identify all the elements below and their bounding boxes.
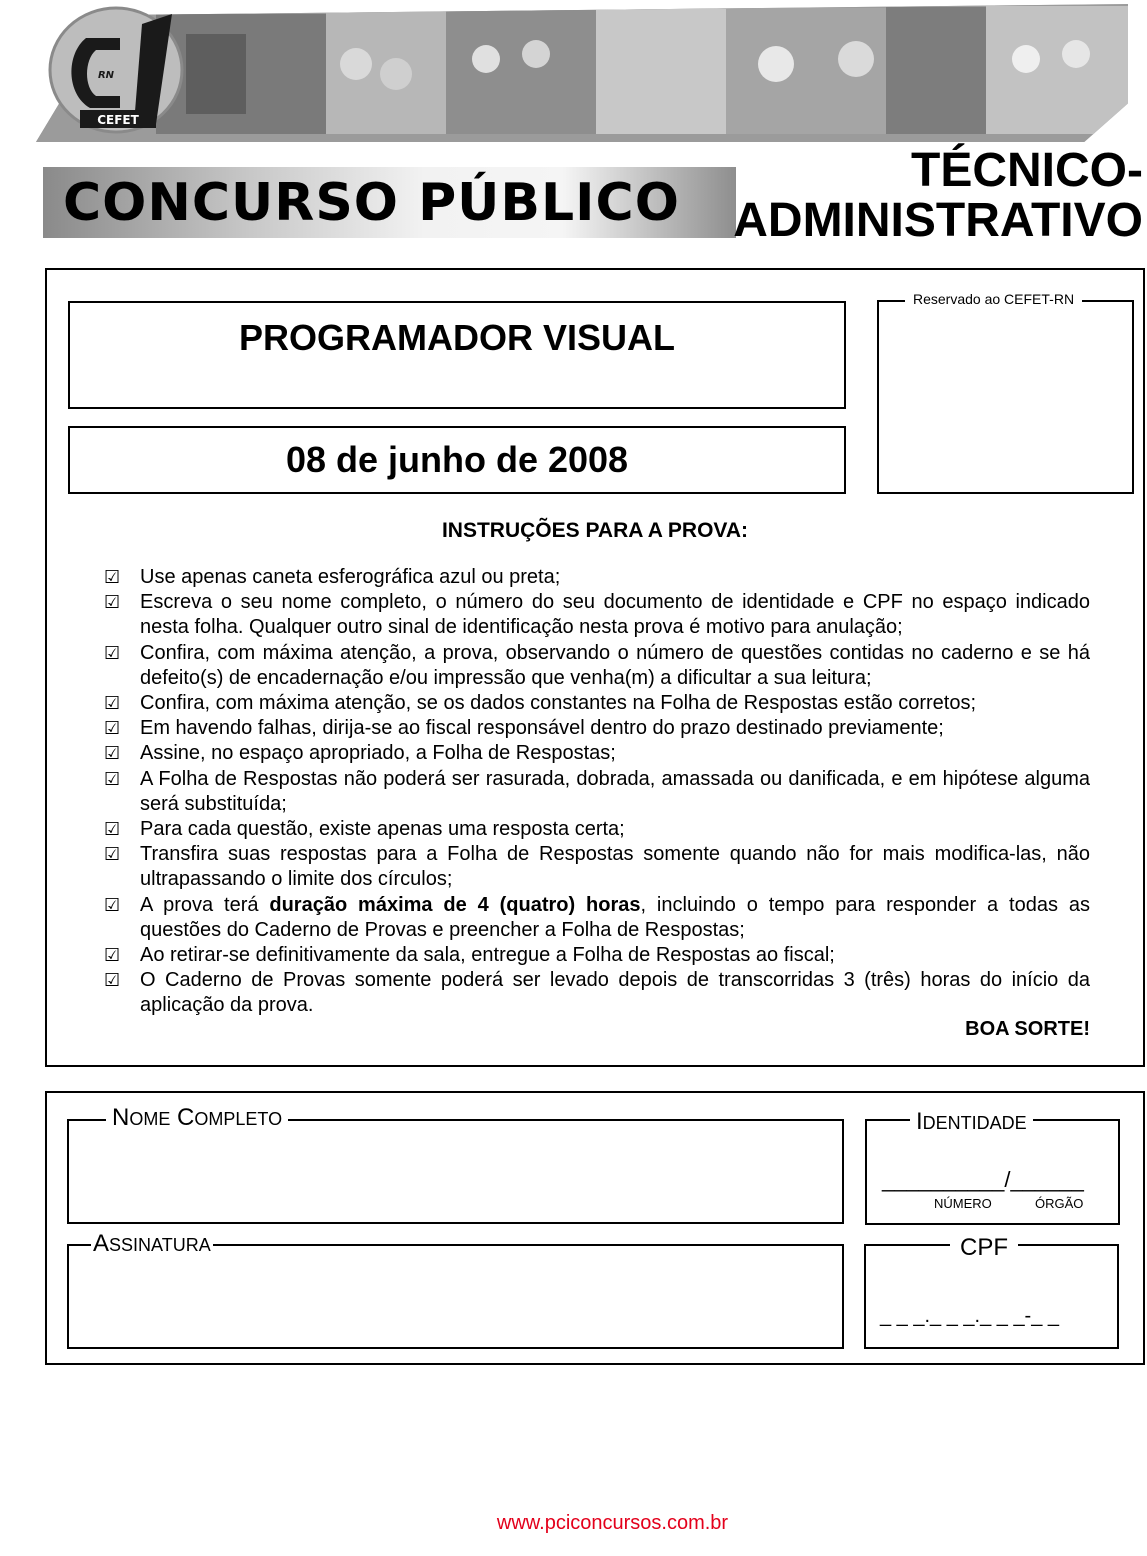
cefet-logo <box>46 4 196 138</box>
checkbox-icon: ☑ <box>104 894 121 916</box>
checkbox-icon: ☑ <box>104 768 121 790</box>
list-item: ☑ Confira, com máxima atenção, a prova, observando o número de questões contidas no caderno e se há defeito(s) de encadernação e/ou impressão que venha(m) a dificultar a sua leitura; <box>104 641 1090 689</box>
checkbox-icon: ☑ <box>104 693 121 715</box>
header-banner <box>36 4 1128 142</box>
tecnico-line-2: ADMINISTRATIVO <box>733 194 1143 247</box>
identidade-label: IDENTIDADE <box>910 1108 1033 1137</box>
list-item: ☑ Use apenas caneta esferográfica azul ou preta; <box>104 565 1090 590</box>
checkbox-icon: ☑ <box>104 743 121 765</box>
tecnico-administrativo-heading <box>733 146 1143 246</box>
checkbox-icon: ☑ <box>104 567 121 588</box>
concurso-publico-text: CONCURSO PÚBLICO <box>63 172 680 233</box>
checkbox-icon: ☑ <box>104 970 121 992</box>
duration-emphasis: duração máxima de 4 (quatro) horas <box>269 893 641 916</box>
cpf-number-line: _ _ _._ _ _._ _ _-_ _ <box>880 1305 1060 1327</box>
tecnico-line-1: TÉCNICO- <box>911 144 1143 197</box>
checkbox-icon: ☑ <box>104 718 121 740</box>
checkbox-icon: ☑ <box>104 819 121 841</box>
assinatura-label: ASSINATURA <box>93 1230 211 1257</box>
identidade-number-line: __________/______ <box>882 1167 1084 1192</box>
concurso-publico-heading <box>43 167 736 238</box>
svg-text:CEFET: CEFET <box>97 113 139 127</box>
list-item: ☑ O Caderno de Provas somente poderá ser levado depois de transcorridas 3 (três) horas do início da aplicação da prova. <box>104 969 1090 1017</box>
checkbox-icon: ☑ <box>104 642 121 664</box>
svg-text:RN: RN <box>97 70 115 81</box>
assinatura-field[interactable] <box>67 1244 844 1349</box>
nome-completo-label: NOME COMPLETO <box>106 1104 288 1133</box>
reserved-box <box>877 291 1134 494</box>
list-item: ☑ Ao retirar-se definitivamente da sala, entregue a Folha de Respostas ao fiscal; <box>104 943 1090 968</box>
orgao-label: ÓRGÃO <box>1035 1196 1084 1211</box>
banner-photo-collage <box>36 4 1128 142</box>
reserved-label: Reservado ao CEFET-RN <box>905 291 1082 307</box>
list-item: ☑ Em havendo falhas, dirija-se ao fiscal responsável dentro do prazo destinado previamente; <box>104 716 1090 741</box>
list-item: ☑ Confira, com máxima atenção, se os dados constantes na Folha de Respostas estão corretos; <box>104 691 1090 716</box>
exam-date: 08 de junho de 2008 <box>285 439 629 480</box>
boa-sorte: BOA SORTE! <box>965 1018 1090 1040</box>
list-item: ☑ A Folha de Respostas não poderá ser rasurada, dobrada, amassada ou danificada, e em hipótese alguma será substituída; <box>104 767 1090 815</box>
footer-url[interactable]: www.pciconcursos.com.br <box>496 1512 729 1534</box>
list-item: ☑ A prova terá duração máxima de 4 (quatro) horas, incluindo o tempo para responder a todas as questões do Caderno de Provas e preencher a Folha de Respostas; <box>104 893 1090 941</box>
cpf-label: CPF <box>950 1234 1018 1262</box>
list-item: ☑ Escreva o seu nome completo, o número do seu documento de identidade e CPF no espaço indicado nesta folha. Qualquer outro sinal de identificação nesta prova é motivo para anulação; <box>104 591 1090 639</box>
instructions-list <box>104 565 1090 1019</box>
list-item: ☑ Para cada questão, existe apenas uma resposta certa; <box>104 817 1090 842</box>
list-item: ☑ Transfira suas respostas para a Folha de Respostas somente quando não for mais modifica-las, não ultrapassando o limite dos círculos; <box>104 843 1090 891</box>
cargo-title: PROGRAMADOR VISUAL <box>238 317 675 358</box>
list-item: ☑ Assine, no espaço apropriado, a Folha de Respostas; <box>104 741 1090 766</box>
checkbox-icon: ☑ <box>104 945 121 967</box>
banner-photo <box>36 4 1128 142</box>
checkbox-icon: ☑ <box>104 844 121 866</box>
instructions-title: INSTRUÇÕES PARA A PROVA: <box>441 519 749 542</box>
nome-completo-field[interactable] <box>67 1119 844 1224</box>
cargo-box <box>68 301 846 409</box>
numero-label: NÚMERO <box>934 1196 992 1211</box>
date-box <box>68 426 846 494</box>
checkbox-icon: ☑ <box>104 592 121 614</box>
